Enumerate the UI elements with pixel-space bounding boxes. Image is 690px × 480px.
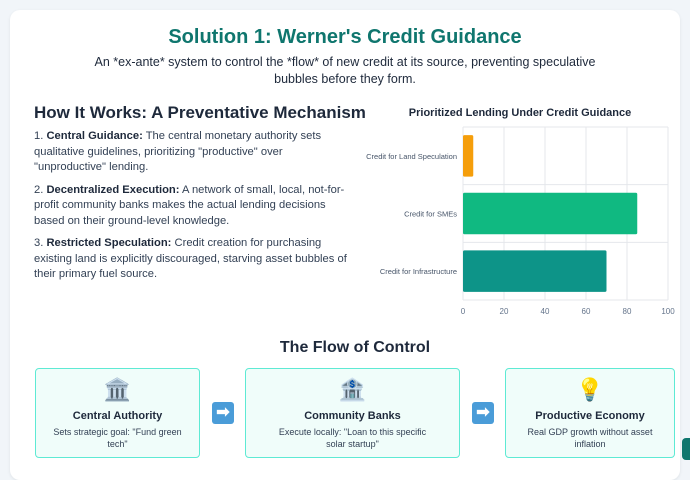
x-tick-label: 20 — [499, 307, 509, 316]
category-label: Credit for Land Speculation — [366, 151, 457, 161]
bank-building-icon: 🏛️ — [103, 377, 132, 402]
flow-box-title: Productive Economy — [535, 410, 645, 422]
step-title: Restricted Speculation: — [46, 237, 172, 249]
steps-list — [34, 129, 349, 290]
step-number: 1. — [34, 130, 44, 142]
scroll-indicator[interactable] — [682, 438, 690, 460]
how-it-works-heading: How It Works: A Preventative Mechanism — [34, 103, 366, 122]
step-item — [34, 236, 349, 283]
x-tick-label: 0 — [460, 307, 466, 316]
flow-box-description: Real GDP growth without asset inflation — [527, 427, 653, 449]
step-number: 3. — [34, 237, 44, 249]
flow-heading: The Flow of Control — [279, 339, 431, 356]
step-text: The central monetary authority sets qualitative guidelines, prioritizing "productive" over "unproductive" lending. — [34, 130, 322, 173]
page-subtitle: An *ex-ante* system to control the *flow* of new credit at its source, preventing speculative bubbles before they form. — [94, 55, 596, 86]
chart-title: Prioritized Lending Under Credit Guidance — [408, 107, 632, 119]
flow-box-title: Community Banks — [304, 410, 401, 422]
flow-box-community-banks — [245, 368, 460, 458]
lightbulb-icon: 💡 — [576, 377, 604, 402]
step-title: Central Guidance: — [46, 130, 143, 142]
flow-box-description: Execute locally: "Loan to this specific solar startup" — [278, 427, 427, 449]
step-text: Credit creation for purchasing existing land is explicitly discouraged, starving asset bubbles of their primary fuel source. — [34, 237, 347, 280]
step-title: Decentralized Execution: — [46, 183, 180, 196]
step-text: A network of small, local, not-for-profit community banks makes the actual lending decisions based on their ground-level knowledge. — [34, 183, 345, 227]
arrow-right-icon: ➡ — [212, 402, 234, 424]
flow-box-description: Sets strategic goal: "Fund green tech" — [53, 427, 182, 449]
category-label: Credit for Infrastructure — [379, 267, 457, 277]
x-tick-label: 100 — [661, 307, 675, 316]
x-tick-label: 60 — [581, 307, 591, 316]
page-title: Solution 1: Werner's Credit Guidance — [168, 26, 522, 48]
flow-box-productive-economy — [505, 368, 675, 458]
flow-box-central-authority — [35, 368, 200, 458]
x-tick-label: 80 — [622, 307, 632, 316]
step-item — [34, 183, 349, 230]
bar — [463, 250, 607, 292]
x-tick-label: 40 — [540, 307, 550, 316]
bank-icon: 🏦 — [338, 377, 367, 402]
flow-box-title: Central Authority — [72, 410, 163, 422]
category-label: Credit for SMEs — [404, 209, 457, 219]
bar — [463, 135, 473, 177]
step-item — [34, 129, 349, 176]
lending-bar-chart — [350, 122, 680, 322]
bar — [463, 193, 637, 235]
arrow-right-icon: ➡ — [472, 402, 494, 424]
step-number: 2. — [34, 183, 44, 196]
